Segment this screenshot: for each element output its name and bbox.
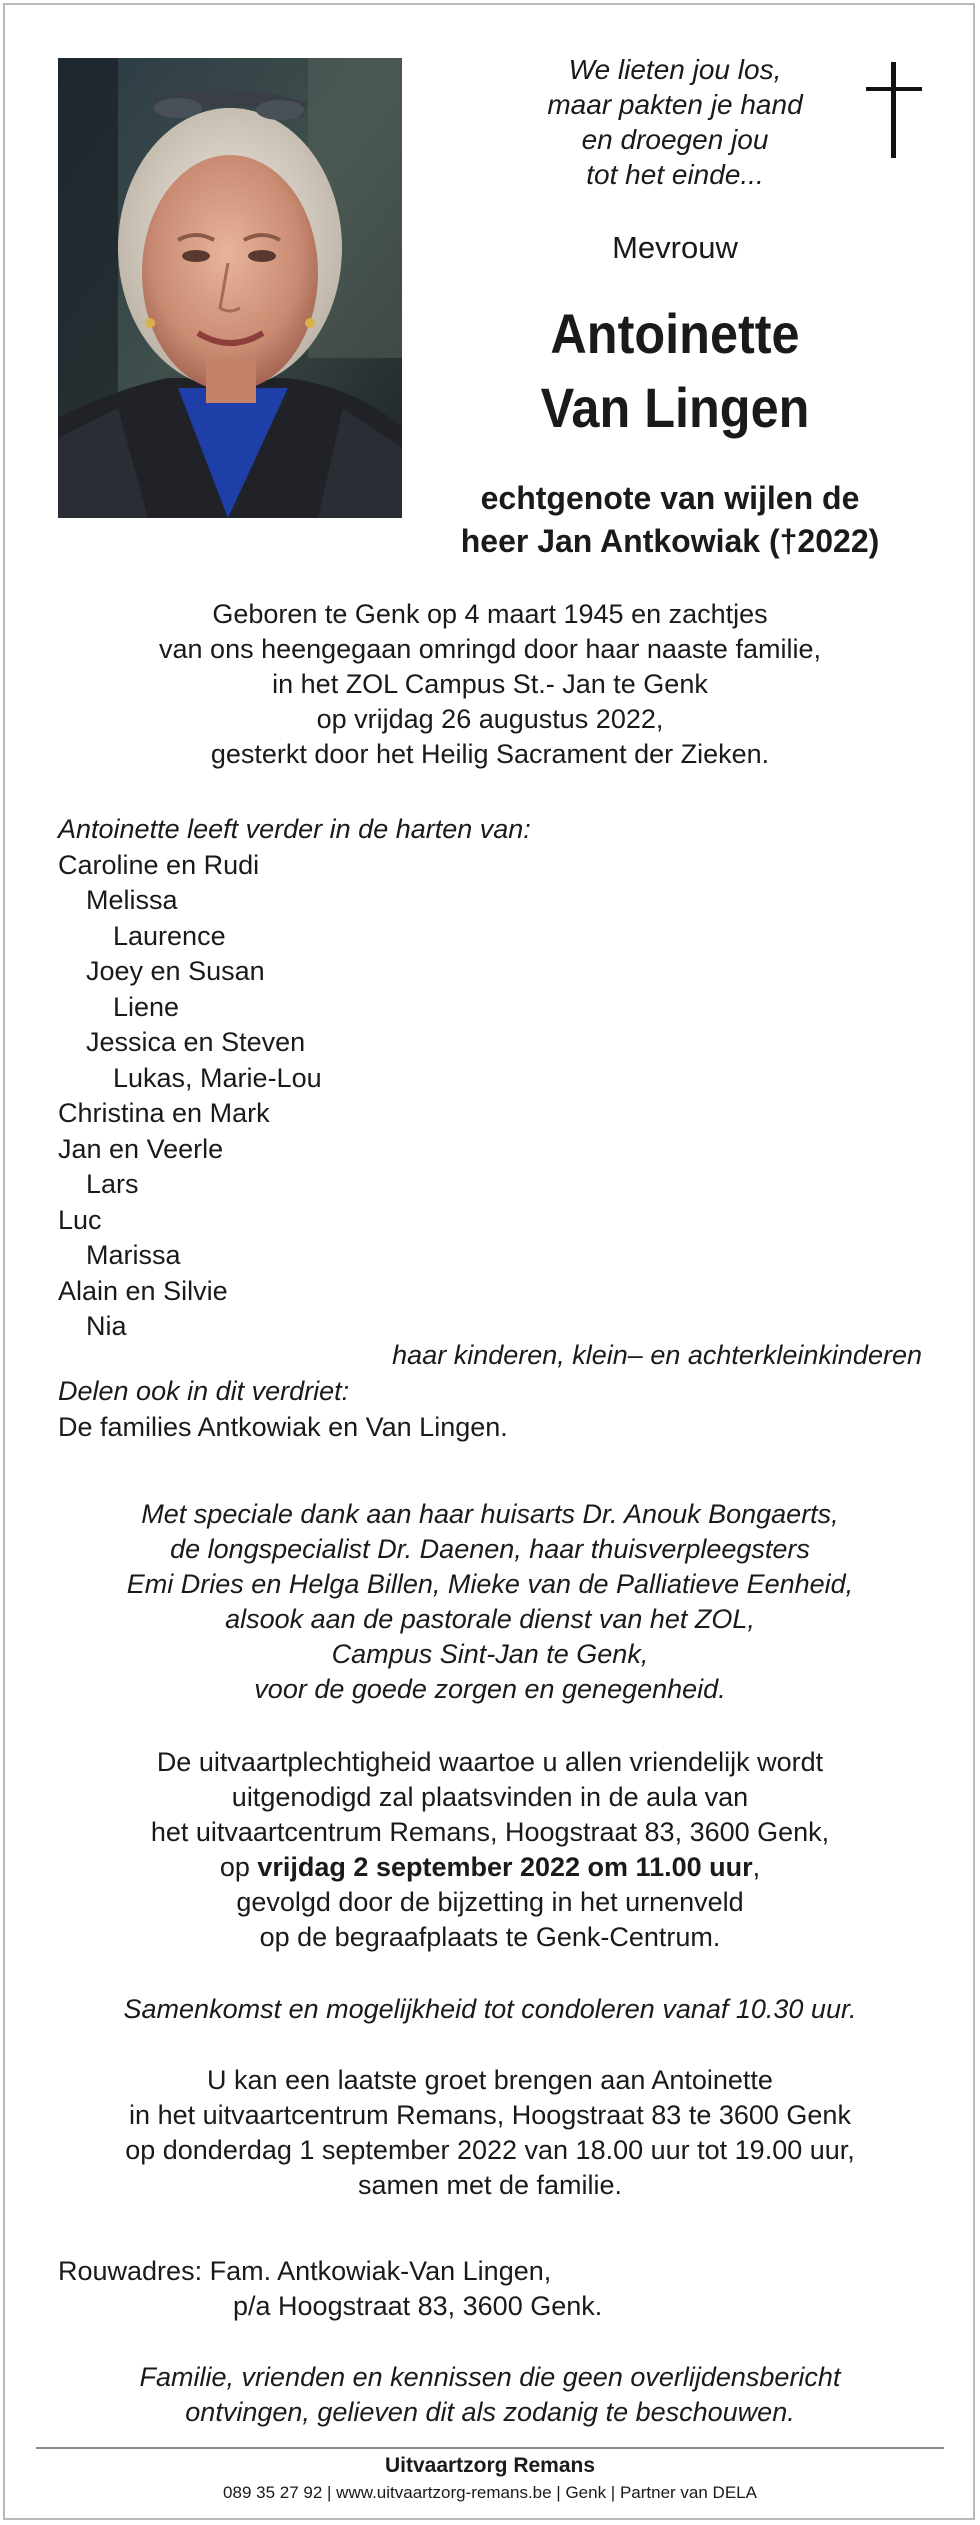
family-signature: haar kinderen, klein– en achterkleinkinderen [392, 1340, 922, 1370]
announcement-line: van ons heengegaan omringd door haar naaste familie, [159, 634, 821, 664]
funeral-line: gevolgd door de bijzetting in het urnenveld [236, 1887, 744, 1917]
spouse-line [400, 477, 940, 563]
poem-line: tot het einde... [586, 159, 764, 190]
family-member: Jan en Veerle [58, 1133, 224, 1164]
notice-line: ontvingen, gelieven dit als zodanig te beschouwen. [185, 2397, 795, 2427]
deceased-name [464, 297, 887, 445]
announcement-line: Geboren te Genk op 4 maart 1945 en zachtjes [212, 599, 768, 629]
mourning-address [58, 2254, 758, 2324]
announcement-line: op vrijdag 26 augustus 2022, [316, 704, 664, 734]
funeral-line: De uitvaartplechtigheid waartoe u allen vriendelijk wordt [156, 1747, 824, 1777]
family-list [58, 812, 938, 1345]
visitation-details [40, 2063, 940, 2203]
visitation-line: op donderdag 1 september 2022 van 18.00 uur tot 19.00 uur, [125, 2135, 855, 2165]
family-member: Alain en Silvie [58, 1275, 228, 1306]
first-name: Antoinette [550, 302, 800, 365]
condolence-note: Samenkomst en mogelijkheid tot condoleren vanaf 10.30 uur. [123, 1994, 857, 2024]
family-member: Lars [86, 1169, 139, 1199]
honorific: Mevrouw [612, 230, 738, 265]
family-member: Marissa [86, 1240, 181, 1270]
poem-line: en droegen jou [581, 124, 769, 155]
thanks-line: Emi Dries en Helga Billen, Mieke van de Palliatieve Eenheid, [126, 1569, 854, 1599]
funeral-line: het uitvaartcentrum Remans, Hoogstraat 83, 3600 Genk, [150, 1817, 830, 1847]
family-member: Jessica en Steven [86, 1027, 306, 1057]
poem-line: We lieten jou los, [568, 54, 782, 85]
closing-notice [40, 2360, 940, 2430]
portrait-photo [58, 58, 402, 518]
funeral-date-suffix: , [752, 1852, 761, 1882]
thanks-line: Met speciale dank aan haar huisarts Dr. Anouk Bongaerts, [141, 1499, 839, 1529]
funeral-home-contact: 089 35 27 92 | www.uitvaartzorg-remans.be | Genk | Partner van DELA [223, 2483, 757, 2502]
family-member: Nia [86, 1311, 127, 1341]
funeral-details [40, 1745, 940, 1955]
announcement-line: in het ZOL Campus St.- Jan te Genk [272, 669, 708, 699]
visitation-line: samen met de familie. [357, 2170, 623, 2200]
visitation-line: in het uitvaartcentrum Remans, Hoogstraat 83 te 3600 Genk [129, 2100, 851, 2130]
family-member: Christina en Mark [58, 1098, 270, 1128]
family-member: Melissa [86, 885, 178, 915]
cross-icon [864, 62, 924, 162]
share-intro: Delen ook in dit verdriet: [58, 1376, 350, 1406]
address-line-2: p/a Hoogstraat 83, 3600 Genk. [233, 2291, 603, 2321]
family-member: Caroline en Rudi [58, 849, 260, 880]
also-grieving [58, 1374, 938, 1445]
family-member: Joey en Susan [86, 956, 265, 986]
funeral-line: op de begraafplaats te Genk-Centrum. [259, 1922, 721, 1952]
funeral-home-name: Uitvaartzorg Remans [384, 2454, 596, 2477]
thanks-line: alsook aan de pastorale dienst van het ZOL, [225, 1604, 755, 1634]
notice-line: Familie, vrienden en kennissen die geen overlijdensbericht [139, 2362, 841, 2392]
family-intro: Antoinette leeft verder in de harten van: [58, 814, 531, 844]
funeral-date-prefix: op [219, 1852, 250, 1882]
family-member: Lukas, Marie-Lou [113, 1062, 322, 1093]
family-member: Laurence [113, 920, 226, 951]
address-line-1: Rouwadres: Fam. Antkowiak-Van Lingen, [58, 2256, 552, 2286]
thanks-line: Campus Sint-Jan te Genk, [331, 1639, 649, 1669]
poem [500, 52, 850, 192]
family-member: Luc [58, 1204, 102, 1235]
announcement-line: gesterkt door het Heilig Sacrament der Zieken. [210, 739, 770, 769]
thanks-line: voor de goede zorgen en genegenheid. [254, 1674, 726, 1704]
thanks-paragraph [40, 1497, 940, 1707]
visitation-line: U kan een laatste groet brengen aan Antoinette [207, 2065, 773, 2095]
poem-line: maar pakten je hand [547, 89, 803, 120]
funeral-date: vrijdag 2 september 2022 om 11.00 uur [257, 1852, 753, 1882]
thanks-line: de longspecialist Dr. Daenen, haar thuisverpleegsters [170, 1534, 810, 1564]
spouse-line-2: heer Jan Antkowiak (†2022) [460, 523, 880, 559]
share-text: De families Antkowiak en Van Lingen. [58, 1411, 508, 1442]
last-name: Van Lingen [540, 376, 810, 439]
family-member: Liene [113, 991, 180, 1022]
funeral-line: uitgenodigd zal plaatsvinden in de aula van [231, 1782, 749, 1812]
spouse-line-1: echtgenote van wijlen de [480, 480, 860, 516]
footer-divider [36, 2447, 944, 2449]
birth-death-announcement [40, 597, 940, 772]
funeral-date-line [40, 1850, 940, 1885]
